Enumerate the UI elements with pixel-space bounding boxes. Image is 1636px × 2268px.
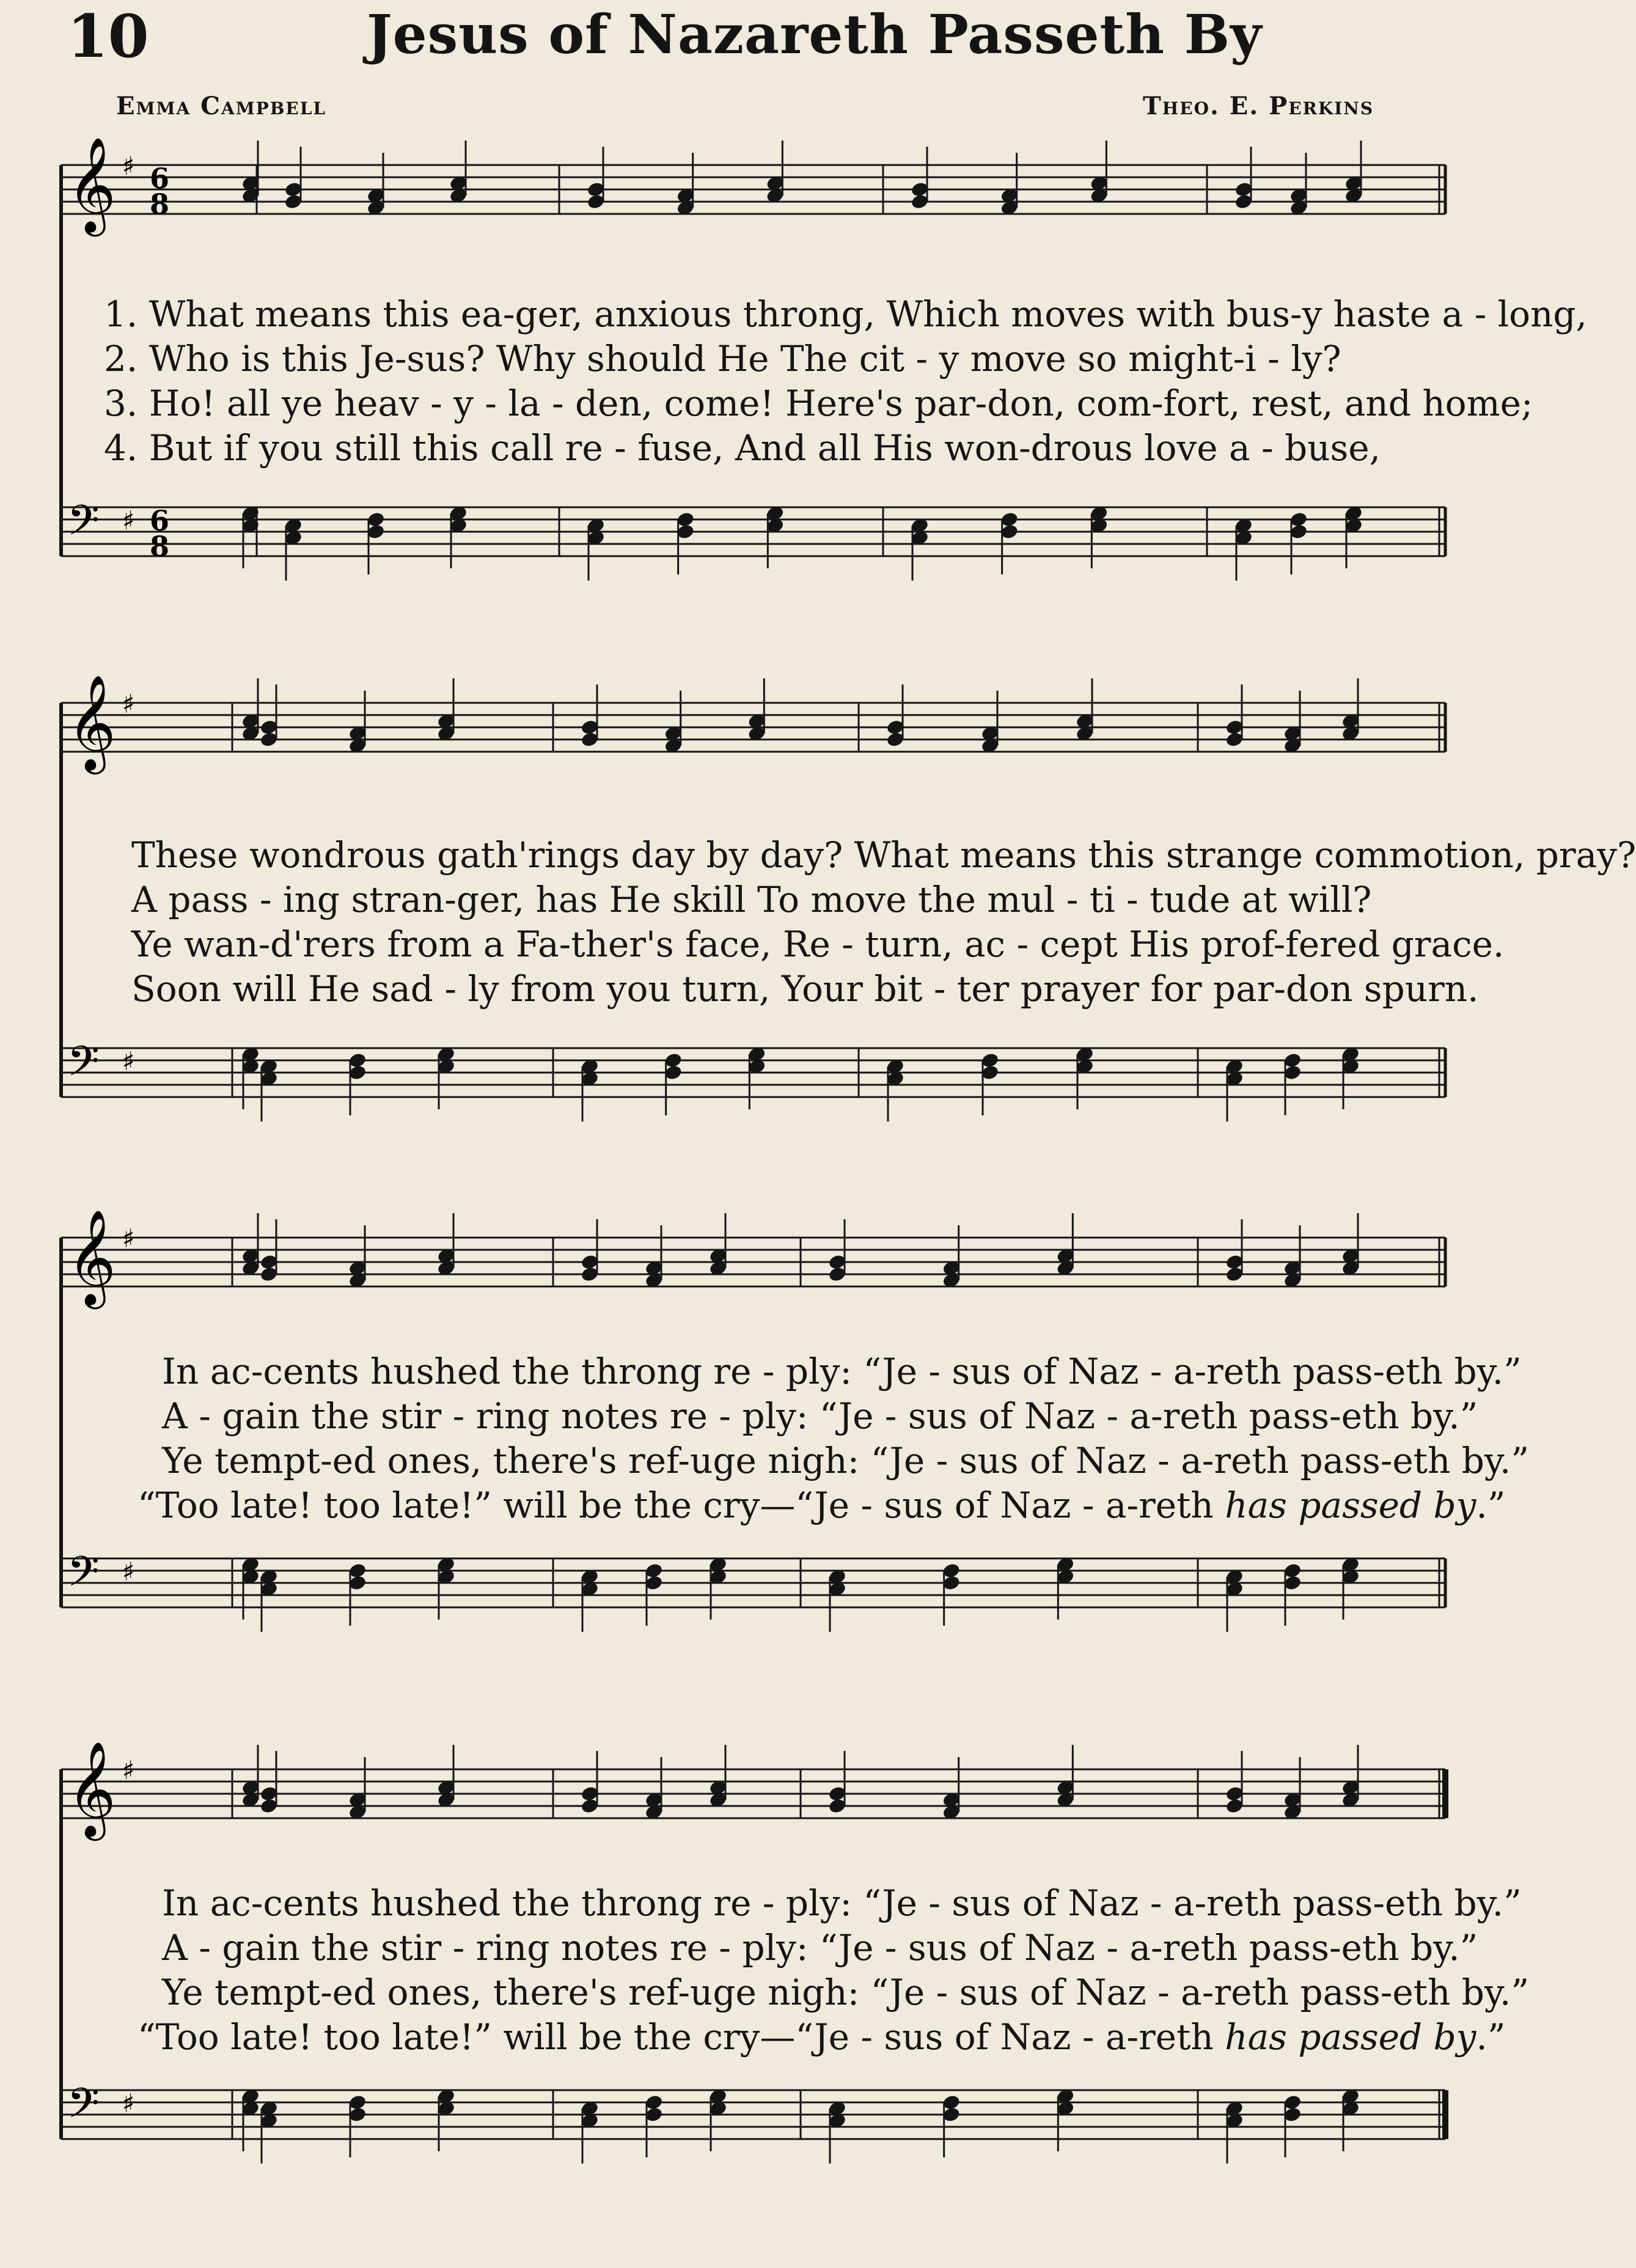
note-chord — [436, 2088, 455, 2151]
note-chord — [348, 1757, 367, 1821]
key-signature-sharp-icon: ♯ — [122, 151, 135, 181]
hymn-title: Jesus of Nazareth Passeth By — [367, 2, 1263, 66]
key-signature-sharp-icon: ♯ — [122, 1046, 135, 1076]
lyric-italic-text: has passed by — [1225, 1484, 1476, 1526]
time-signature-bottom: 8 — [150, 530, 170, 563]
lyric-end-text: .” — [1476, 1484, 1506, 1526]
key-signature-sharp-icon: ♯ — [122, 505, 135, 535]
treble-clef-icon: 𝄞 — [67, 136, 116, 232]
lyric-text: 2. Who is this Je-sus? Why should He The cit - y move so might-i - ly? — [104, 338, 1341, 380]
note-chord — [708, 2088, 727, 2151]
bass-clef-icon: 𝄢 — [67, 497, 100, 555]
note-chord — [1056, 1745, 1075, 1808]
bass-staff — [61, 2080, 1445, 2163]
lyric-text: These wondrous gath'rings day by day? What means this strange commotion, pray? — [131, 834, 1636, 876]
note-chord — [827, 2100, 846, 2163]
bass-clef-icon: 𝄢 — [67, 1548, 100, 1606]
lyric-italic-text: has passed by — [1225, 2016, 1476, 2058]
treble-staff — [61, 1741, 1445, 1841]
lyric-text: Ye tempt-ed ones, there's ref-uge nigh: “Je - sus of Naz - a-reth pass-eth by.” — [162, 1972, 1530, 2013]
treble-clef-icon: 𝄞 — [67, 1209, 116, 1305]
time-signature-top: 6 — [150, 162, 170, 195]
note-chord — [259, 1751, 278, 1815]
note-chord — [708, 1745, 727, 1808]
treble-clef-icon: 𝄞 — [67, 674, 116, 770]
key-signature-sharp-icon: ♯ — [122, 1755, 135, 1785]
note-chord — [1225, 2100, 1244, 2163]
lyric-text: A - gain the stir - ring notes re - ply: “Je - sus of Naz - a-reth pass-eth by.” — [162, 1395, 1478, 1437]
composer-credit: Theo. E. Perkins — [1143, 92, 1374, 120]
note-chord — [644, 1757, 663, 1821]
lyric-line-verse-3 — [162, 1972, 1530, 2013]
note-chord — [1341, 1745, 1360, 1808]
lyric-end-text: .” — [1476, 2016, 1506, 2058]
note-chord — [1341, 2088, 1360, 2151]
note-chord — [1283, 1757, 1302, 1821]
note-chord — [644, 2094, 663, 2157]
treble-clef-icon: 𝄞 — [67, 1741, 116, 1837]
lyric-line-verse-2 — [162, 1927, 1478, 1969]
lyric-text: A - gain the stir - ring notes re - ply: “Je - sus of Naz - a-reth pass-eth by.” — [162, 1927, 1478, 1969]
lyricist-credit: Emma Campbell — [116, 92, 327, 120]
lyric-text: Ye tempt-ed ones, there's ref-uge nigh: “Je - sus of Naz - a-reth pass-eth by.” — [162, 1440, 1530, 1481]
note-chord — [1283, 2094, 1302, 2157]
note-chord — [348, 2094, 367, 2157]
note-chord — [827, 1751, 846, 1815]
key-signature-sharp-icon: ♯ — [122, 689, 135, 719]
note-chord — [1056, 2088, 1075, 2151]
note-chord — [580, 2100, 599, 2163]
note-chord — [436, 1745, 455, 1808]
lyric-text: “Too late! too late!” will be the cry—“Je - sus of Naz - a-reth — [138, 2016, 1225, 2058]
lyric-text: 1. What means this ea-ger, anxious throng, Which moves with bus-y haste a - long, — [104, 293, 1587, 335]
note-chord — [241, 2088, 260, 2151]
lyric-line-verse-1 — [162, 1882, 1522, 1924]
lyric-line-verse-4 — [138, 2016, 1506, 2058]
lyric-text: “Too late! too late!” will be the cry—“Je - sus of Naz - a-reth — [138, 1484, 1225, 1526]
lyric-text: Soon will He sad - ly from you turn, Your bit - ter prayer for par-don spurn. — [131, 968, 1479, 1010]
lyric-text: A pass - ing stran-ger, has He skill To move the mul - ti - tude at will? — [131, 879, 1372, 920]
bass-clef-icon: 𝄢 — [67, 2080, 100, 2138]
lyric-text: Ye wan-d'rers from a Fa-ther's face, Re - turn, ac - cept His prof-fered grace. — [131, 923, 1505, 965]
note-chord — [241, 1745, 260, 1808]
time-signature-bottom: 8 — [150, 188, 170, 221]
key-signature-sharp-icon: ♯ — [122, 1557, 135, 1587]
lyric-text: In ac-cents hushed the throng re - ply: “Je - sus of Naz - a-reth pass-eth by.” — [162, 1882, 1522, 1924]
bass-clef-icon: 𝄢 — [67, 1038, 100, 1096]
key-signature-sharp-icon: ♯ — [122, 1224, 135, 1253]
note-chord — [259, 2100, 278, 2163]
note-chord — [942, 2094, 961, 2157]
key-signature-sharp-icon: ♯ — [122, 2088, 135, 2118]
note-chord — [580, 1751, 599, 1815]
note-chord — [942, 1757, 961, 1821]
lyric-text: 3. Ho! all ye heav - y - la - den, come! Here's par-don, com-fort, rest, and home; — [104, 383, 1533, 424]
hymn-number: 10 — [67, 2, 149, 71]
lyric-text: In ac-cents hushed the throng re - ply: “Je - sus of Naz - a-reth pass-eth by.” — [162, 1351, 1522, 1392]
note-chord — [1225, 1751, 1244, 1815]
lyric-text: 4. But if you still this call re - fuse, And all His won-drous love a - buse, — [104, 427, 1381, 469]
time-signature-top: 6 — [150, 504, 170, 537]
